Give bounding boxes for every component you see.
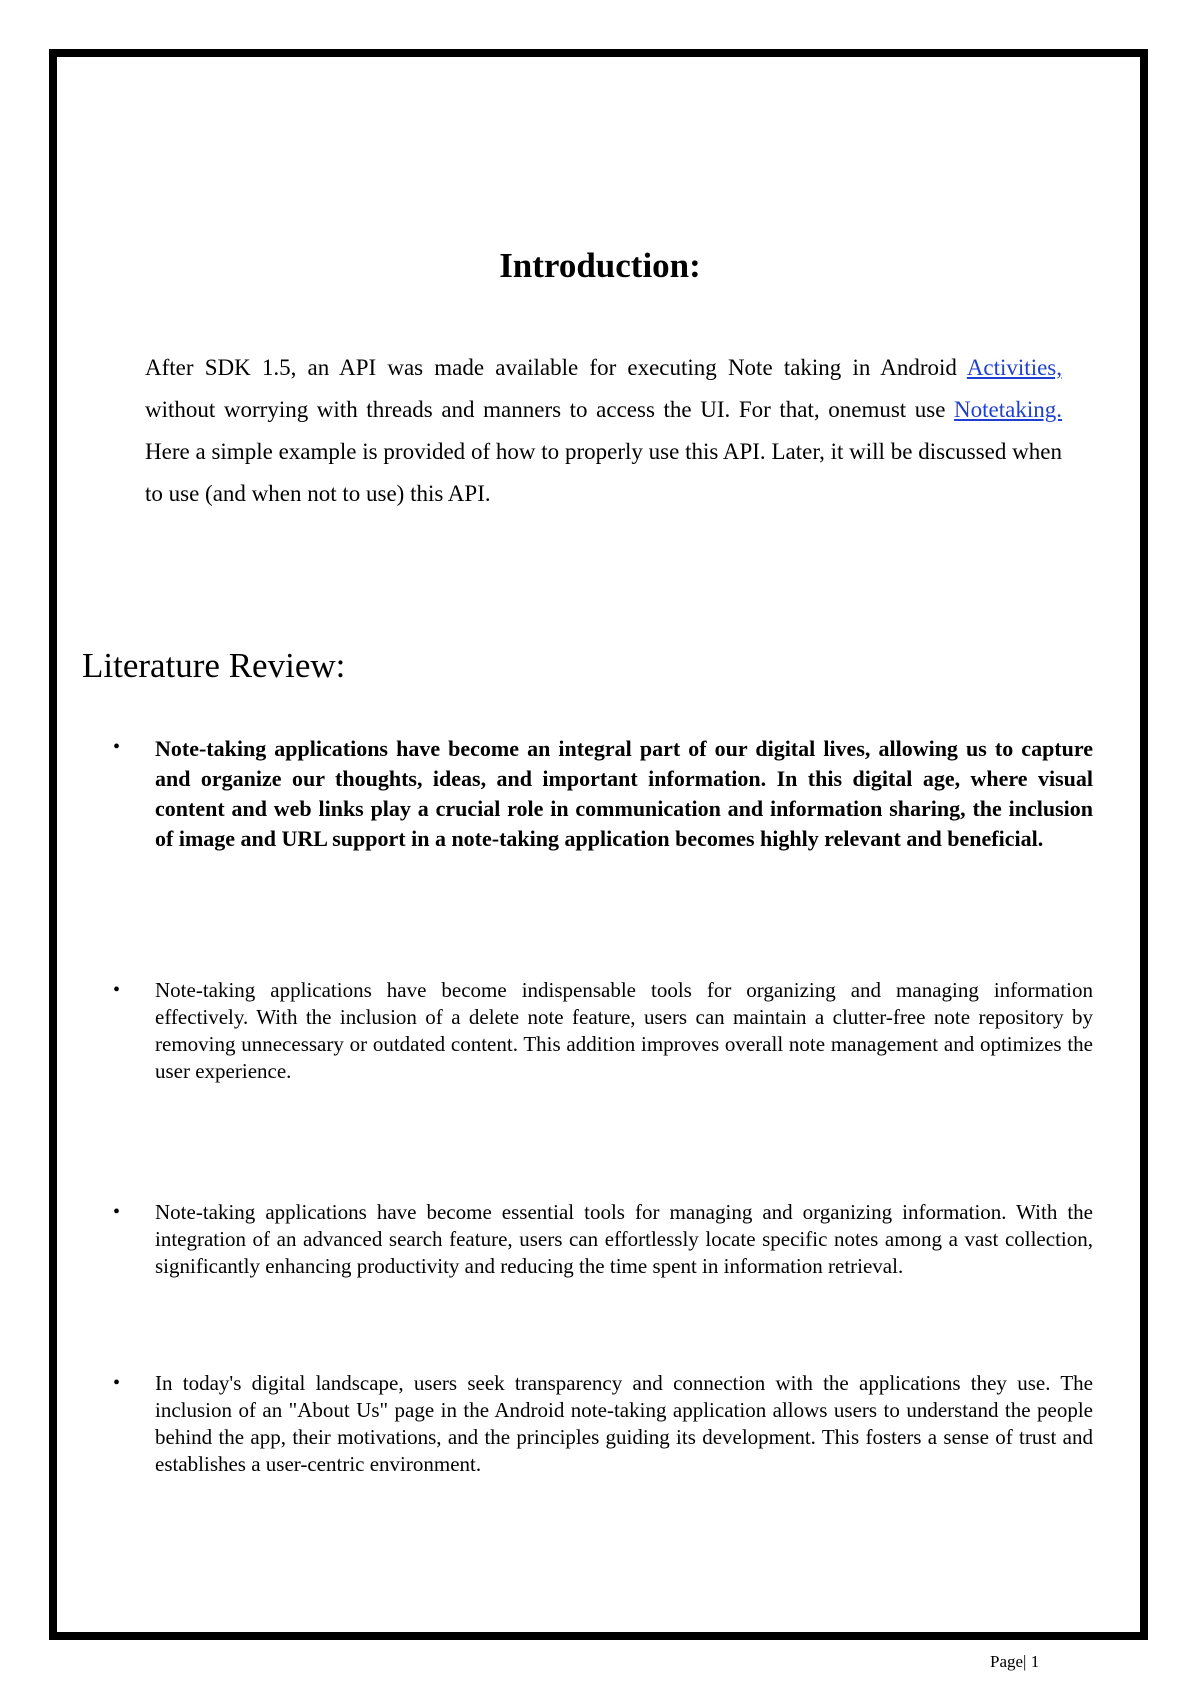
bullet-icon: • — [113, 1201, 121, 1223]
list-item-text: Note-taking applications have become indispensable tools for organizing and managing information effectively. With the inclusion of a delete note feature, users can maintain a clutter-free note repository by removing unnecessary or outdated content. This addition improves overall note management and optimizes the user experience. — [155, 978, 1093, 1083]
page-number: Page| 1 — [990, 1652, 1040, 1671]
intro-text-2: without worrying with threads and manners to access the UI. For that, onemust use — [145, 397, 955, 422]
list-item-text: In today's digital landscape, users seek transparency and connection with the applications they use. The inclusion of an "About Us" page in the Android note-taking application allows users to understand the people behind the app, their motivations, and the principles guiding its development. This fosters a sense of trust and establishes a user-centric environment. — [155, 1371, 1093, 1476]
introduction-paragraph — [145, 347, 1062, 515]
bullet-icon: • — [113, 736, 121, 758]
intro-text-1: After SDK 1.5, an API was made available for executing Note taking in Android — [145, 355, 967, 380]
list-item-text: Note-taking applications have become an integral part of our digital lives, allowing us to capture and organize our thoughts, ideas, and important information. In this digital age, where visual content and web links play a crucial role in communication and information sharing, the inclusion of image and URL support in a note-taking application becomes highly relevant and beneficial. — [155, 736, 1093, 851]
notetaking-link[interactable]: Notetaking. — [954, 397, 1062, 422]
bullet-icon: • — [113, 979, 121, 1001]
list-item-text: Note-taking applications have become essential tools for managing and organizing information. With the integration of an advanced search feature, users can effortlessly locate specific notes among a vast collection, significantly enhancing productivity and reducing the time spent in information retrieval. — [155, 1200, 1093, 1278]
activities-link[interactable]: Activities, — [966, 355, 1062, 380]
bullet-icon: • — [113, 1372, 121, 1394]
introduction-heading: Introduction: — [499, 246, 701, 285]
intro-text-3: Here a simple example is provided of how to properly use this API. Later, it will be discussed when to use (and when not to use) this API. — [145, 439, 1062, 506]
literature-review-heading: Literature Review: — [82, 646, 346, 685]
